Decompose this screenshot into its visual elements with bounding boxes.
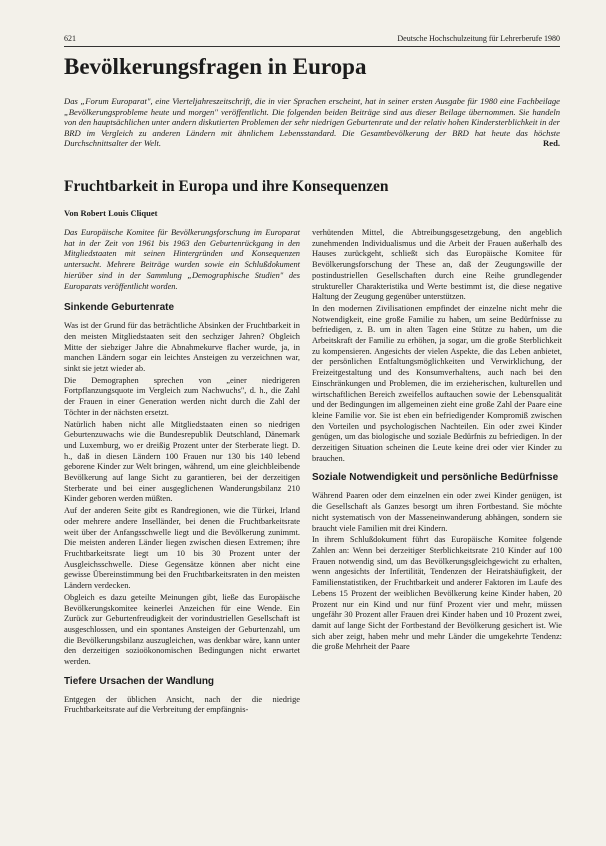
paragraph: Während Paaren oder dem einzelnen ein oder zwei Kinder genügen, ist die Gesellschaft als Ganzes besorgt um ihren Fortbestand. Sie möchte nicht systematisch von der Masseneinwanderung abhängen, sondern sie braucht viele Familien mit drei Kindern. — [312, 491, 562, 533]
right-column — [312, 228, 562, 654]
subheading-soziale-notwendigkeit: Soziale Notwendigkeit und persönliche Bedürfnisse — [312, 472, 559, 484]
paragraph: Obgleich es dazu geteilte Meinungen gibt, ließe das Europäische Bevölkerungskomitee keinerlei Anzeichen für eine Wende. Ein Zurück zur Geburtenfreudigkeit der vorindustriellen Gesellschaft ist ausgeschlossen, und ein spontanes Ansteigen der Geburtenzahl, um die Bevölkerungsbilanz auszugleichen, was denkbar wäre, kann unter den derzeitigen sozioökonomischen Bedingungen nicht erwartet werden. — [64, 592, 300, 667]
paragraph: verhütenden Mittel, die Abtreibungsgesetzgebung, den angeblich zunehmenden Individualismus und die Arbeit der Frauen außerhalb des Hauses zurückgeht, schließt sich das Europäische Komitee für Bevölkerungsforschung der These an, daß der Zeugungswille der postindustriellen Gesellschaften durch eine Reihe grundlegender struktureller Charakteristika und Werte bestimmt ist, die diese negative Haltung der Zeugung gegenüber unterstützen. — [312, 228, 562, 302]
paragraph: Die Demographen sprechen von „einer niedrigeren Fortpflanzungsquote im Vergleich zum Nachwuchs", d. h., die Zahl der Frauen in einer Generation werden nicht durch die Zahl der Töchter in der nächsten ersetzt. — [64, 375, 300, 417]
intro-signature: Red. — [543, 138, 560, 149]
paragraph: Was ist der Grund für das beträchtliche Absinken der Fruchtbarkeit in den meisten Mitgliedstaaten seit den sechziger Jahren? Obgleich Mitte der siebziger Jahre die Abnahmekurve flacher wurde, ja, in manchen Ländern sogar ein leichtes Ansteigen zu verzeichnen war, sinkt sie jetzt wieder ab. — [64, 321, 300, 374]
header-rule — [64, 46, 560, 47]
paragraph: In ihrem Schlußdokument führt das Europäische Komitee folgende Zahlen an: Wenn bei derzeitiger Sterblichkeitsrate 210 Kinder auf 100 Frauen notwendig sind, um das Bevölkerungsgleichgewicht zu erhalten, wenn angesichts der Infertilität, Tendenzen der Heiratshäufigkeit, der Familienstatistiken, der Fruchtbarkeit und anderer Faktoren im Laufe des Lebens 15 Prozent der weiblichen Bevölkerung keine Kinder haben, 20 Prozent nur ein Kind und nur fünf Prozent vier und mehr, müssen ungefähr 30 Prozent aller Frauen drei Kinder haben und 10 Prozent zwei, damit auf lange Sicht der Fortbestand der Bevölkerung gesichert ist. Wie sich aber zeigt, haben mehr und mehr Länder die umgekehrte Tendenz: die große Mehrheit der Paare — [312, 535, 562, 652]
paragraph: Auf der anderen Seite gibt es Randregionen, wie die Türkei, Irland oder mehrere andere Inselländer, bei denen die Fruchtbarkeitsrate weit über der Anfangsschwelle liegt und die Bevölkerung zunimmt. Die meisten anderen Länder liegen zwischen diesen Extremen; ihre Fruchtbarkeitsrate liegt um 10 bis 30 Prozent unter der Ausgleichsschwelle. Diese Gegensätze können aber nicht eine gewisse Übereinstimmung bei den Fruchtbarkeitsraten in den meisten Ländern verdecken. — [64, 506, 300, 591]
subheading-sinkende-geburtenrate: Sinkende Geburtenrate — [64, 302, 175, 314]
abstract: Das Europäische Komitee für Bevölkerungsforschung im Europarat hat in der Zeit von 1961 bis 1963 den Geburtenrückgang in den Mitgliedstaaten mit seinen Hintergründen und Konsequenzen untersucht. Mehrere Beiträge wurden sowie ein Schlußdokument hierüber sind in der Sammlung „Demographische Studien" des Europarats veröffentlicht worden. — [64, 228, 300, 291]
left-column — [64, 228, 300, 717]
paragraph: Entgegen der üblichen Ansicht, nach der die niedrige Fruchtbarkeitsrate auf die Verbreitung der empfängnis- — [64, 694, 300, 715]
page-title: Bevölkerungsfragen in Europa — [64, 54, 367, 79]
intro-text: Das „Forum Europarat", eine Vierteljahreszeitschrift, die in vier Sprachen erscheint, hat in seiner ersten Ausgabe für 1980 eine Fachbeilage „Bevölkerungsprobleme heute und morgen" veröffentlicht. Die folgenden beiden Beiträge sind aus dieser Beilage übernommen. Sie handeln von den hauptsächlichen unter andern diskutierten Problemen der sehr niedrigen Geburtenrate und der relativ hohen Kindersterblichkeit in der BRD im Vergleich zu anderen Ländern mit ähnlichem Lebensstandard. Die Gesamtbevölkerung der BRD hat heute das höchste Durchschnittsalter der Welt. — [64, 96, 560, 149]
journal-header: Deutsche Hochschulzeitung für Lehrerberufe 1980 — [397, 34, 560, 43]
section-title: Fruchtbarkeit in Europa und ihre Konsequenzen — [64, 178, 389, 195]
paragraph: In den modernen Zivilisationen empfindet der einzelne nicht mehr die Notwendigkeit, eine große Familie zu haben, um seine Bedürfnisse zu befriedigen, z. B. um in alten Tagen eine Stütze zu haben, um die Arbeitskraft der Familie zu erhöhen, ja sogar, um die große Sterblichkeit zu kompensieren. Angesichts der vielen Aspekte, die das Leben anbietet, der persönlichen Entfaltungsmöglichkeiten und Verwirklichung, der Freizeitgestaltung und des Konsumverhaltens, auch nach bei den Einschränkungen und Problemen, die im erzieherischen, kulturellen und wirtschaftlichen Bereich zweifellos auftauchen sowie der Lebensqualität und der Bedingungen im allgemeinen zieht eine große Zahl der Paare eine kleine Familie vor. Sie ist eben ein befriedigender Kompromiß zwischen den Vorteilen und psychologischen Nachteilen. Ein oder zwei Kinder genügen, um das biologische und soziale Bedürfnis zu befriedigen. In der derzeitigen Situation scheinen die Leute keine drei oder vier Kinder zu brauchen. — [312, 303, 562, 463]
paragraph: Natürlich haben nicht alle Mitgliedstaaten einen so niedrigen Geburtenzuwachs wie die Bundesrepublik Deutschland, Dänemark und Luxemburg, wo er dreißig Prozent unter der Sterberate liegt. D. h., daß in diesen Ländern 100 Frauen nur 130 bis 140 lebend geborene Kinder zur Welt bringen, während, um eine gleichbleibende Bevölkerung auf lange Sicht zu garantieren, bei der derzeitigen Sterberate und bei einer ausgeglichenen Wanderungsbilanz 210 Kinder geboren werden müßten. — [64, 419, 300, 504]
author-byline: Von Robert Louis Cliquet — [64, 208, 158, 218]
intro-paragraph — [64, 96, 560, 149]
subheading-tiefere-ursachen: Tiefere Ursachen der Wandlung — [64, 675, 215, 687]
page-number: 621 — [64, 34, 76, 43]
